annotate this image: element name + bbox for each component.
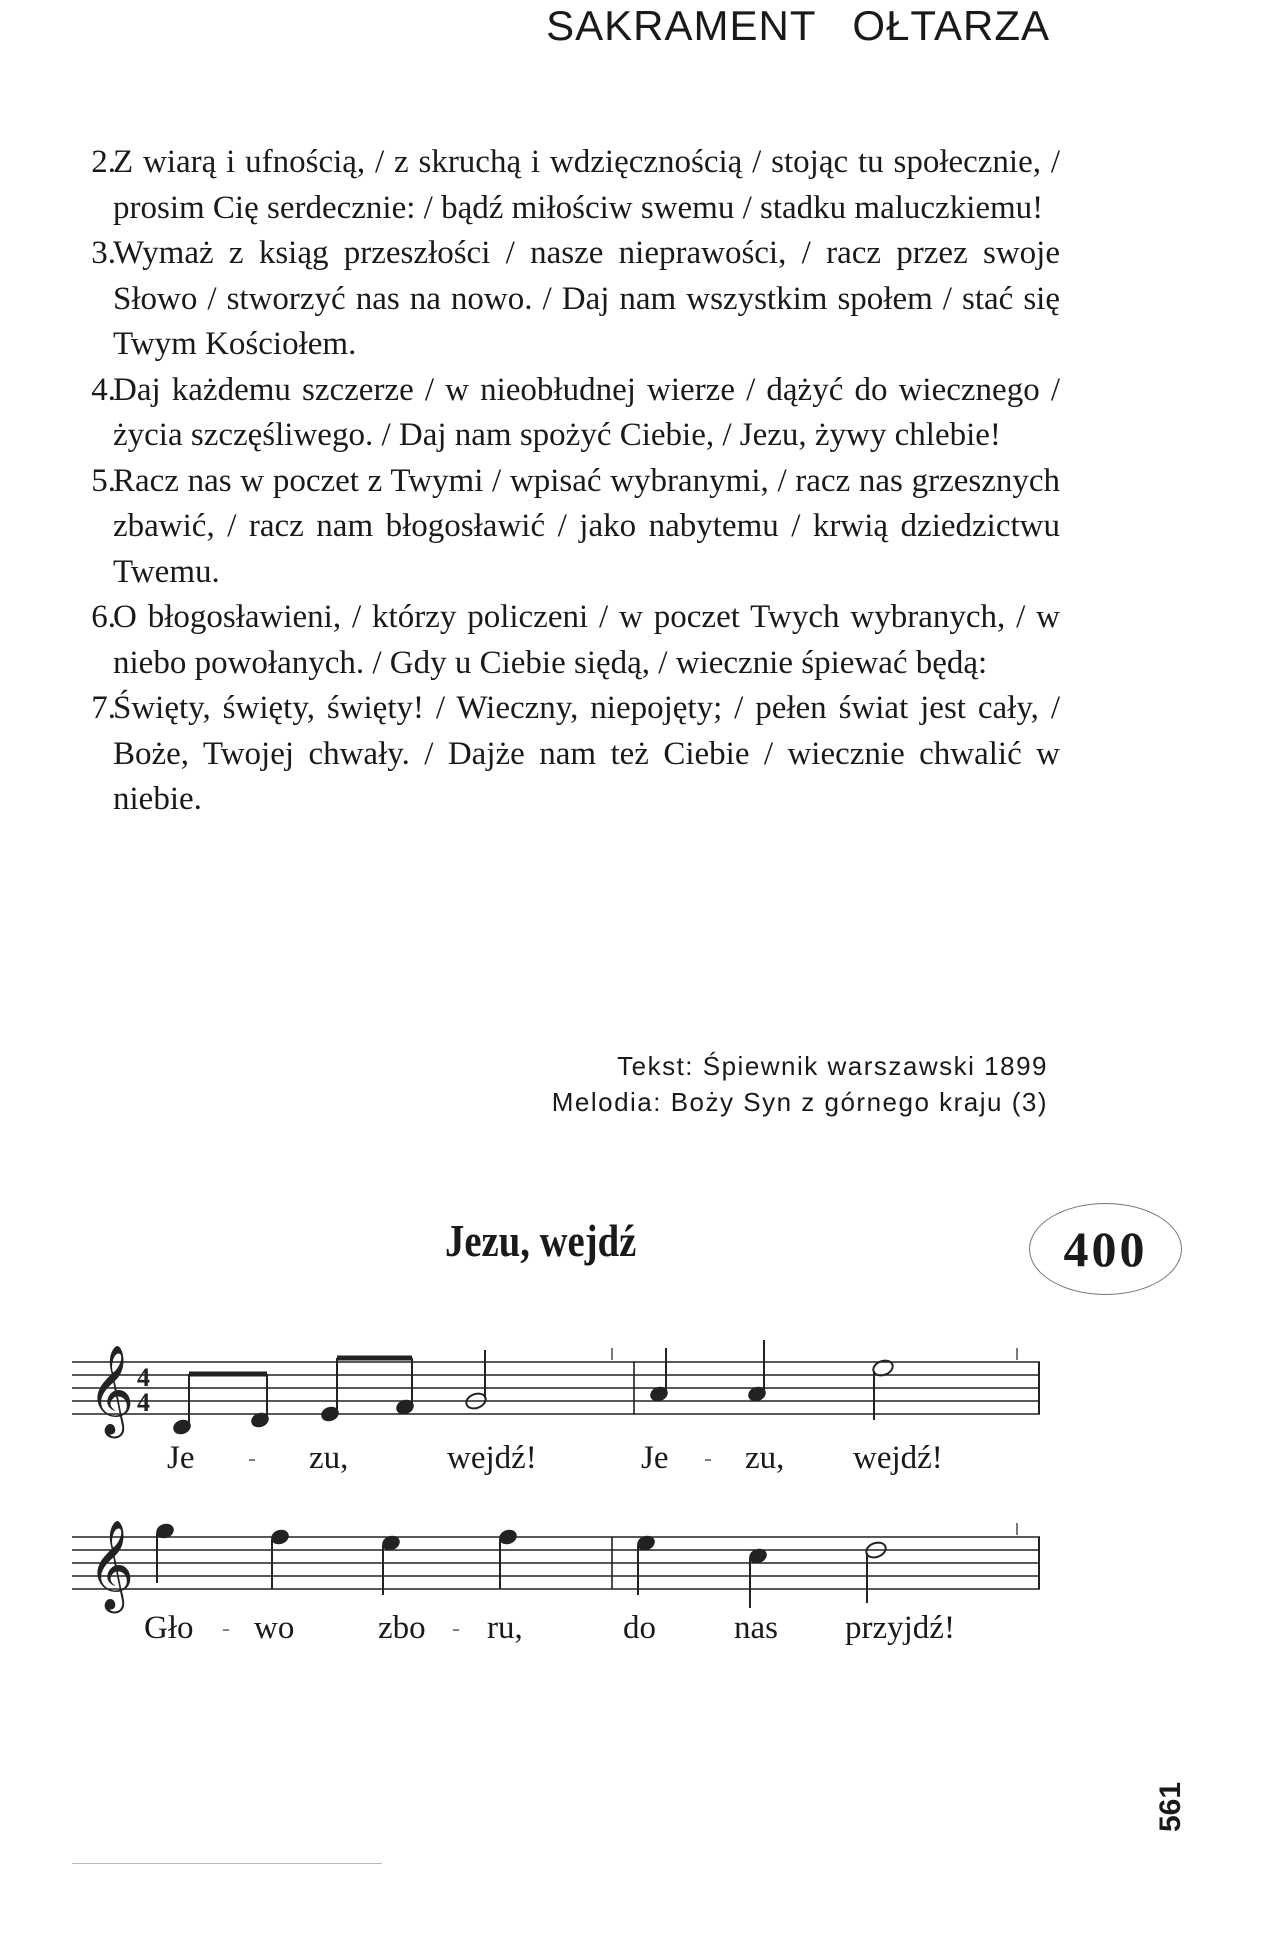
verse-4 [0,368,1060,459]
verse-6 [0,595,1060,686]
song-number-badge: 400 [1029,1203,1182,1295]
lyric-syllable: zu, [745,1440,785,1476]
verse-list [0,140,1060,823]
time-signature-top: 4 [137,1363,150,1392]
lyric-hyphen: - [248,1446,256,1472]
page-number: 561 [1154,1781,1188,1833]
lyric-syllable: zu, [309,1440,349,1476]
lyric-hyphen: - [222,1616,230,1642]
music-staff-2 [0,1495,1275,1625]
lyric-syllable: wejdź! [853,1440,943,1476]
time-signature-bottom: 4 [137,1388,150,1417]
verse-text: Racz nas w poczet z Twymi / wpisać wybranymi, / racz nas grzesznych zbawić, / racz nam błogosławić / jako nabytemu / krwią dziedzictwu Twemu. [113,462,1060,590]
melody-credit: Melodia: Boży Syn z górnego kraju (3) [551,1087,1048,1117]
verse-2 [0,140,1060,231]
verse-number: 7. [91,690,116,726]
lyric-hyphen: - [452,1616,460,1642]
lyric-syllable: ru, [487,1610,523,1646]
lyric-hyphen: - [704,1446,712,1472]
lyric-syllable: wejdź! [447,1440,537,1476]
music-staff-1 [0,1320,1275,1440]
lyric-syllable: Gło [144,1610,194,1646]
song-credits [0,1048,1048,1120]
verse-number: 4. [91,371,116,408]
verse-5 [0,459,1060,596]
lyric-syllable: Je [641,1440,669,1476]
verse-text: O błogosławieni, / którzy policzeni / w poczet Twych wybranych, / w niebo powołanych. / Gdy u Ciebie siędą, / wiecznie śpiewać będą: [113,599,1060,681]
verse-text: Daj każdemu szczerze / w nieobłudnej wierze / dążyć do wiecznego / życia szczęśliwego. / Daj nam spożyć Ciebie, / Jezu, żywy chlebie! [113,371,1060,453]
lyric-syllable: nas [734,1610,778,1646]
text-credit: Tekst: Śpiewnik warszawski 1899 [617,1051,1048,1081]
verse-number: 5. [91,462,116,499]
verse-text: Wymaż z ksiąg przeszłości / nasze nieprawości, / racz przez swoje Słowo / stworzyć nas na nowo. / Daj nam wszystkim społem / stać się Twym Kościołem. [113,235,1060,362]
footer-divider [72,1863,382,1864]
verse-text: Święty, święty, święty! / Wieczny, niepojęty; / pełen świat jest cały, / Boże, Twojej chwały. / Dajże nam też Ciebie / wiecznie chwalić w niebie. [113,690,1060,817]
note [498,1529,517,1546]
note [270,1529,289,1546]
verse-text: Z wiarą i ufnością, / z skruchą i wdzięcznością / stojąc tu społecznie, / prosim Cię serdecznie: / bądź miłościw swemu / stadku maluczkiemu! [113,144,1060,226]
verse-3 [0,231,1060,368]
treble-clef-icon: 𝄞 [88,1520,135,1610]
song-title: Jezu, wejdź [445,1216,637,1266]
verse-number: 6. [91,599,116,635]
treble-clef-icon: 𝄞 [88,1345,135,1435]
verse-7 [0,686,1060,823]
verse-number: 2. [91,144,116,180]
lyric-syllable: przyjdź! [845,1610,955,1646]
running-header: SAKRAMENT OŁTARZA [546,2,1050,49]
lyric-syllable: zbo [378,1610,426,1646]
lyric-syllable: Je [167,1440,195,1476]
lyric-syllable: do [623,1610,656,1646]
lyric-syllable: wo [254,1610,295,1646]
verse-number: 3. [91,235,116,271]
